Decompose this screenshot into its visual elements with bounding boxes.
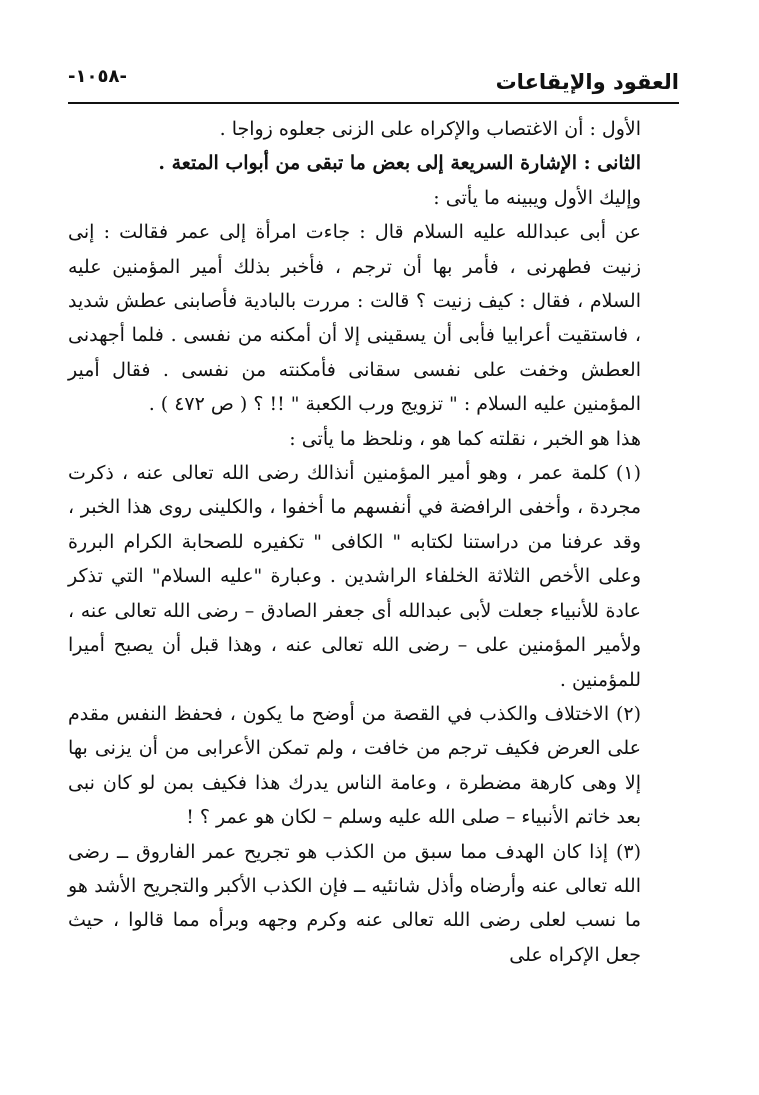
page-header [68, 62, 679, 102]
paragraph-note-1: (١) كلمة عمر ، وهو أمير المؤمنين أنذالك رضى الله تعالى عنه ، ذكرت مجردة ، وأخفى الرافضة في أنفسهم ما أخفوا ، والكلينى روى هذا الخبر ، وقد عرفنا من دراستنا لكتابه " الكافى " تكفيره للصحابة الكرام البررة وعلى الأخص الثلاثة الخلفاء الراشدين . وعبارة "عليه السلام" التي تذكر عادة للأنبياء جعلت لأبى عبدالله أى جعفر الصادق – رضى الله تعالى عنه ، ولأمير المؤمنين على – رضى الله تعالى عنه ، وهذا قبل أن يصبح أميرا للمؤمنين . [68, 462, 641, 691]
body-text [68, 112, 679, 972]
paragraph-note-2: (٢) الاختلاف والكذب في القصة من أوضح ما يكون ، فحفظ النفس مقدم على العرض فكيف ترجم من خافت ، ولم تمكن الأعرابى من أن يزنى بها إلا وهى كارهة مضطرة ، وعامة الناس يدرك هذا فكيف بمن لو كان نبى بعد خاتم الأنبياء – صلى الله عليه وسلم – لكان هو عمر ؟ ! [68, 702, 641, 829]
paragraph-narration: عن أبى عبدالله عليه السلام قال : جاءت امرأة إلى عمر فقالت : إنى زنيت فطهرنى ، فأمر بها أن ترجم ، فأخبر بذلك أمير المؤمنين عليه السلام ، فقال : كيف زنيت ؟ قالت : مررت بالبادية فأصابنى عطش شديد ، فاستقيت أعرابيا فأبى أن يسقينى إلا أن أمكنه من نفسى . فلما أجهدنى العطش وخفت على نفسى سقانى فأمكنته من نفسى . فقال أمير المؤمنين عليه السلام : " تزويج ورب الكعبة " !! ؟ ( ص ٤٧٢ ) . [68, 221, 641, 416]
paragraph-intro: وإليك الأول ويبينه ما يأتى : [433, 186, 641, 209]
paragraph-first-point: الأول : أن الاغتصاب والإكراه على الزنى جعلوه زواجا . [219, 118, 641, 140]
header-divider [68, 102, 679, 104]
book-title: العقود والإيقاعات [495, 70, 679, 94]
page-number: -١٠٥٨- [68, 66, 127, 87]
paragraph-observation-intro: هذا هو الخبر ، نقلته كما هو ، ونلحظ ما يأتى : [289, 427, 641, 450]
paragraph-second-point: الثانى : الإشارة السريعة إلى بعض ما تبقى من أبواب المتعة . [158, 152, 641, 175]
paragraph-note-3: (٣) إذا كان الهدف مما سبق من الكذب هو تجريح عمر الفاروق ــ رضى الله تعالى عنه وأرضاه وأذل شانئيه ــ فإن الكذب الأكبر والتجريح الأشد هو ما نسب لعلى رضى الله تعالى عنه وكرم وجهه وبرأه مما قالوا ، حيث جعل الإكراه على [68, 840, 641, 966]
